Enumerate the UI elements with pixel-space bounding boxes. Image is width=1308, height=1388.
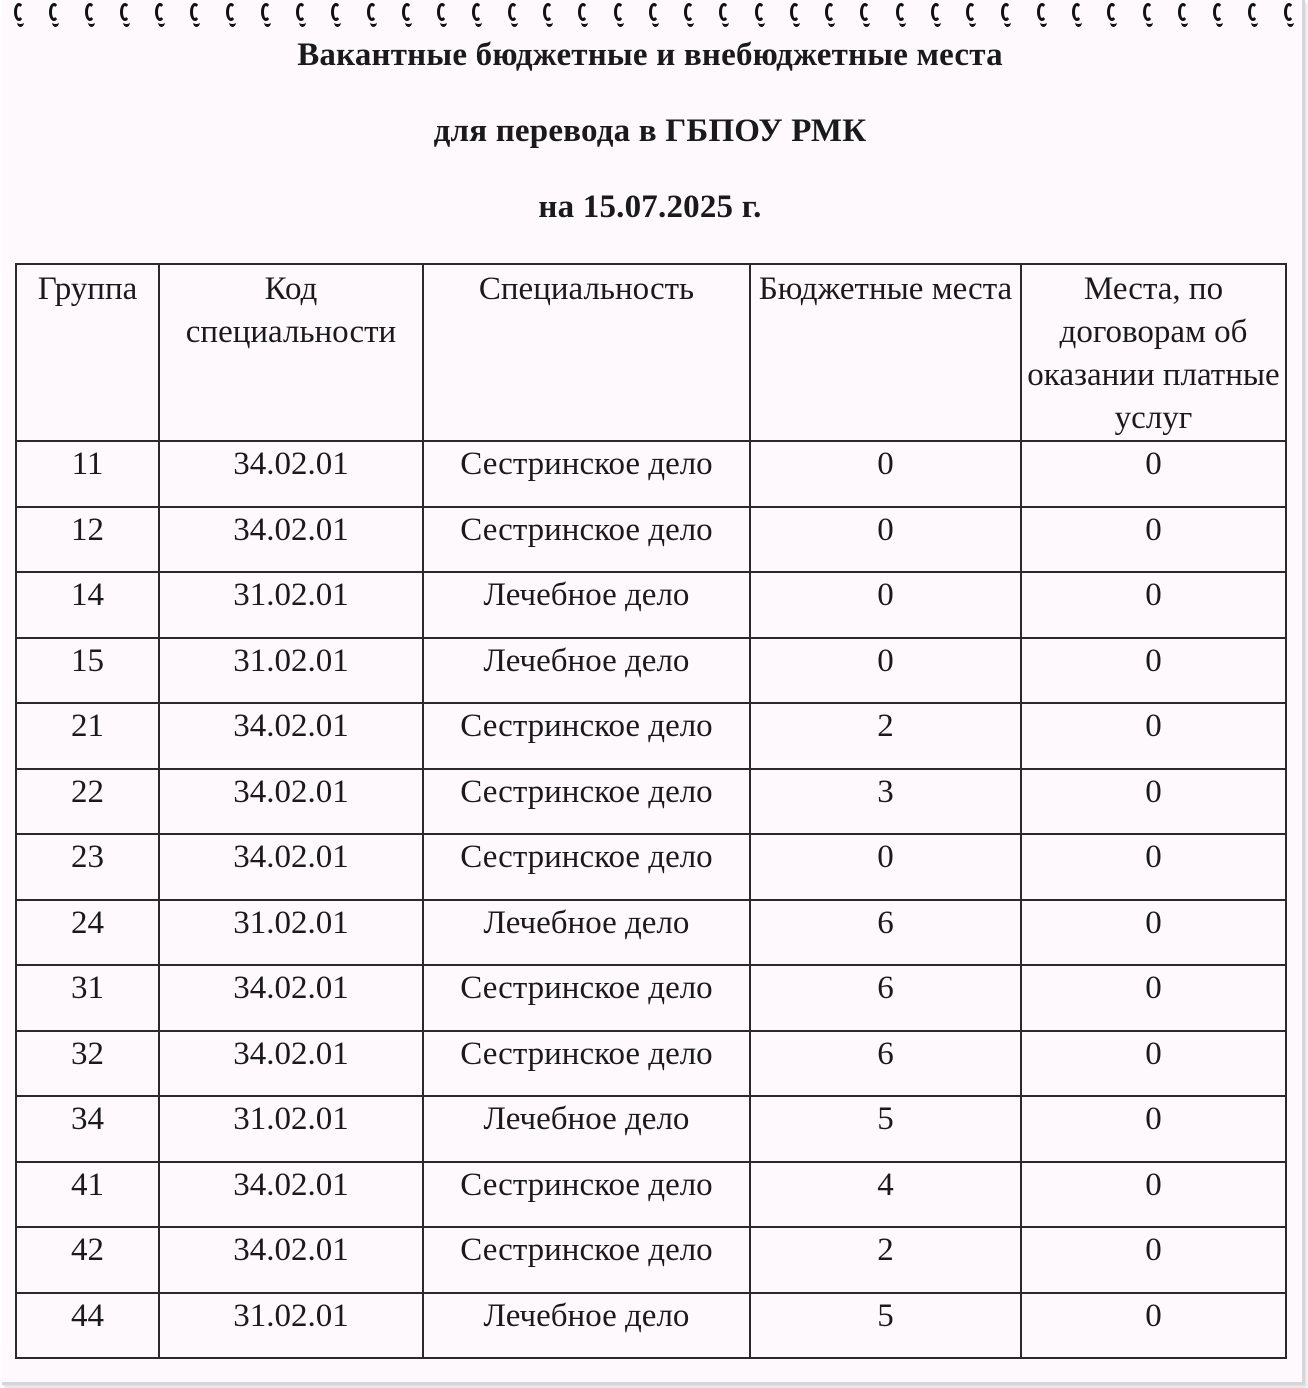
binding-coil — [12, 0, 26, 26]
cell-budget: 5 — [750, 1293, 1021, 1359]
document-subtitle: для перевода в ГБПОУ РМК — [433, 113, 867, 149]
table-row — [16, 441, 1286, 507]
binding-coil — [1176, 0, 1190, 26]
cell-group: 15 — [16, 638, 159, 704]
binding-coil — [999, 0, 1013, 26]
cell-paid: 0 — [1021, 507, 1286, 573]
binding-coil — [823, 0, 837, 26]
cell-budget: 4 — [750, 1162, 1021, 1228]
cell-budget: 3 — [750, 769, 1021, 835]
cell-budget: 0 — [750, 834, 1021, 900]
table-row — [16, 769, 1286, 835]
binding-coil — [647, 0, 661, 26]
cell-specialty: Сестринское дело — [423, 965, 750, 1031]
table-body — [16, 441, 1286, 1358]
table-row — [16, 572, 1286, 638]
cell-group: 24 — [16, 900, 159, 966]
cell-code: 34.02.01 — [159, 1031, 423, 1097]
cell-paid: 0 — [1021, 965, 1286, 1031]
spiral-binding — [0, 0, 1308, 30]
cell-paid: 0 — [1021, 769, 1286, 835]
cell-group: 23 — [16, 834, 159, 900]
binding-coil — [1141, 0, 1155, 26]
document-date: на 15.07.2025 г. — [538, 189, 762, 225]
binding-coil — [329, 0, 343, 26]
cell-code: 34.02.01 — [159, 1162, 423, 1228]
cell-group: 31 — [16, 965, 159, 1031]
binding-coil — [83, 0, 97, 26]
cell-specialty: Сестринское дело — [423, 834, 750, 900]
binding-coil — [224, 0, 238, 26]
cell-group: 34 — [16, 1096, 159, 1162]
cell-paid: 0 — [1021, 1227, 1286, 1293]
binding-coil — [753, 0, 767, 26]
table-row — [16, 1031, 1286, 1097]
binding-coil — [1035, 0, 1049, 26]
cell-group: 14 — [16, 572, 159, 638]
binding-coil — [1282, 0, 1296, 26]
cell-budget: 0 — [750, 638, 1021, 704]
cell-group: 11 — [16, 441, 159, 507]
binding-coil — [1211, 0, 1225, 26]
cell-paid: 0 — [1021, 1293, 1286, 1359]
cell-budget: 6 — [750, 1031, 1021, 1097]
cell-budget: 2 — [750, 703, 1021, 769]
binding-coil — [506, 0, 520, 26]
cell-group: 22 — [16, 769, 159, 835]
column-header-paid: Места, по договорам об оказании платные услуг — [1021, 264, 1286, 441]
cell-code: 31.02.01 — [159, 900, 423, 966]
binding-coil — [365, 0, 379, 26]
table-row — [16, 1162, 1286, 1228]
binding-coil — [47, 0, 61, 26]
vacancies-table — [15, 263, 1287, 1359]
cell-code: 34.02.01 — [159, 965, 423, 1031]
column-header-budget: Бюджетные места — [750, 264, 1021, 441]
table-row — [16, 900, 1286, 966]
cell-paid: 0 — [1021, 572, 1286, 638]
cell-paid: 0 — [1021, 703, 1286, 769]
cell-code: 31.02.01 — [159, 1293, 423, 1359]
cell-code: 34.02.01 — [159, 703, 423, 769]
table-row — [16, 1227, 1286, 1293]
table-row — [16, 834, 1286, 900]
column-header-specialty: Специальность — [423, 264, 750, 441]
cell-specialty: Сестринское дело — [423, 441, 750, 507]
cell-paid: 0 — [1021, 638, 1286, 704]
binding-coil — [788, 0, 802, 26]
cell-specialty: Сестринское дело — [423, 507, 750, 573]
column-header-code: Код специальности — [159, 264, 423, 441]
table-row — [16, 965, 1286, 1031]
binding-coil — [576, 0, 590, 26]
column-header-group: Группа — [16, 264, 159, 441]
binding-coil — [400, 0, 414, 26]
cell-paid: 0 — [1021, 1162, 1286, 1228]
binding-coil — [894, 0, 908, 26]
cell-code: 34.02.01 — [159, 769, 423, 835]
binding-coil — [188, 0, 202, 26]
cell-code: 31.02.01 — [159, 572, 423, 638]
table-row — [16, 638, 1286, 704]
binding-coil — [964, 0, 978, 26]
cell-code: 31.02.01 — [159, 638, 423, 704]
binding-coil — [435, 0, 449, 26]
cell-group: 21 — [16, 703, 159, 769]
cell-group: 44 — [16, 1293, 159, 1359]
binding-coil — [717, 0, 731, 26]
cell-budget: 6 — [750, 900, 1021, 966]
cell-paid: 0 — [1021, 900, 1286, 966]
cell-code: 34.02.01 — [159, 507, 423, 573]
cell-budget: 2 — [750, 1227, 1021, 1293]
cell-budget: 0 — [750, 572, 1021, 638]
cell-specialty: Лечебное дело — [423, 1293, 750, 1359]
binding-coil — [682, 0, 696, 26]
cell-group: 12 — [16, 507, 159, 573]
binding-coil — [1070, 0, 1084, 26]
cell-specialty: Лечебное дело — [423, 900, 750, 966]
cell-specialty: Сестринское дело — [423, 703, 750, 769]
cell-group: 42 — [16, 1227, 159, 1293]
binding-coil — [294, 0, 308, 26]
binding-coil — [259, 0, 273, 26]
cell-budget: 5 — [750, 1096, 1021, 1162]
cell-paid: 0 — [1021, 1096, 1286, 1162]
binding-coil — [1105, 0, 1119, 26]
cell-code: 34.02.01 — [159, 1227, 423, 1293]
binding-coil — [153, 0, 167, 26]
table-row — [16, 1096, 1286, 1162]
binding-coil — [118, 0, 132, 26]
cell-specialty: Лечебное дело — [423, 572, 750, 638]
binding-coil — [858, 0, 872, 26]
cell-specialty: Лечебное дело — [423, 638, 750, 704]
binding-coil — [612, 0, 626, 26]
cell-specialty: Сестринское дело — [423, 769, 750, 835]
cell-specialty: Сестринское дело — [423, 1227, 750, 1293]
cell-code: 31.02.01 — [159, 1096, 423, 1162]
cell-budget: 0 — [750, 507, 1021, 573]
table-header-row — [16, 264, 1286, 441]
cell-specialty: Лечебное дело — [423, 1096, 750, 1162]
cell-paid: 0 — [1021, 1031, 1286, 1097]
table-row — [16, 1293, 1286, 1359]
cell-paid: 0 — [1021, 834, 1286, 900]
table-row — [16, 703, 1286, 769]
binding-coil — [470, 0, 484, 26]
table-row — [16, 507, 1286, 573]
cell-budget: 0 — [750, 441, 1021, 507]
cell-group: 41 — [16, 1162, 159, 1228]
binding-coil — [541, 0, 555, 26]
cell-code: 34.02.01 — [159, 834, 423, 900]
cell-specialty: Сестринское дело — [423, 1031, 750, 1097]
binding-coil — [1246, 0, 1260, 26]
binding-coil — [929, 0, 943, 26]
cell-group: 32 — [16, 1031, 159, 1097]
cell-budget: 6 — [750, 965, 1021, 1031]
cell-paid: 0 — [1021, 441, 1286, 507]
cell-specialty: Сестринское дело — [423, 1162, 750, 1228]
document-title: Вакантные бюджетные и внебюджетные места — [297, 37, 1003, 73]
cell-code: 34.02.01 — [159, 441, 423, 507]
